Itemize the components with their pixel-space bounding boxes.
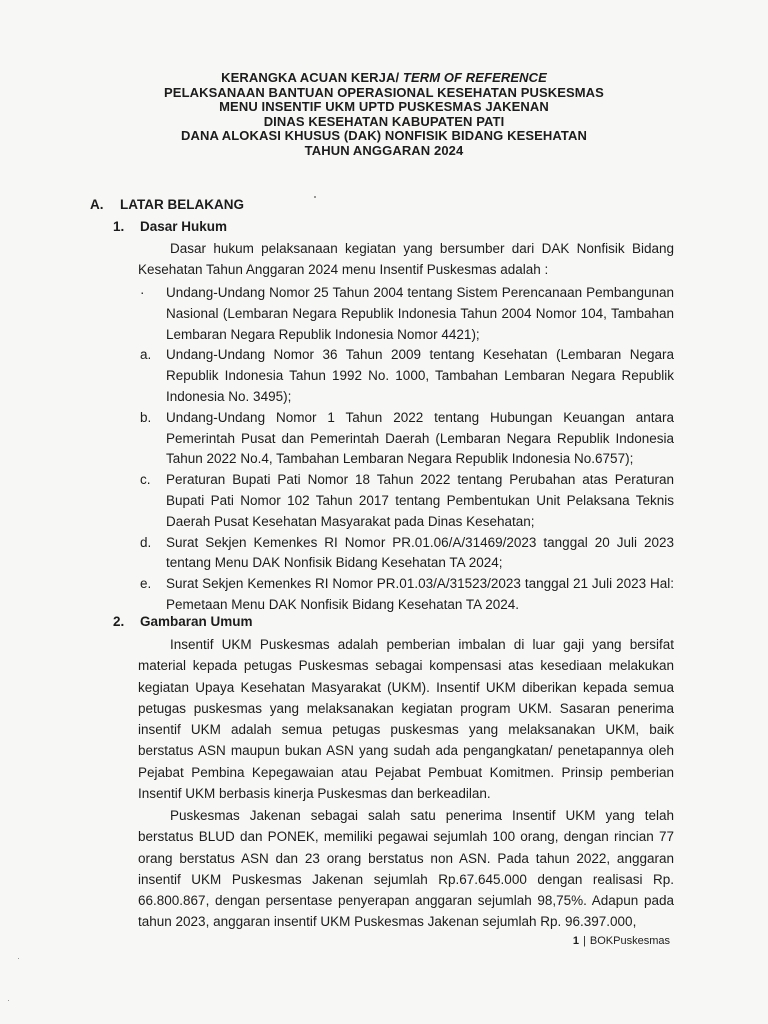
list-item-text: Surat Sekjen Kemenkes RI Nomor PR.01.06/A/31469/2023 tanggal 20 Juli 2023 tentang Menu DAK Nonfisik Bidang Kesehatan TA 2024; xyxy=(166,534,674,571)
list-marker: d. xyxy=(140,534,152,550)
legal-basis-intro: Dasar hukum pelaksanaan kegiatan yang bersumber dari DAK Nonfisik Bidang Kesehatan Tahun Anggaran 2024 menu Insentif Puskesmas adalah : xyxy=(138,241,674,278)
section-a-title: LATAR BELAKANG xyxy=(120,197,244,212)
legal-basis-item xyxy=(138,470,674,532)
overview-paragraph-1: Insentif UKM Puskesmas adalah pemberian imbalan di luar gaji yang bersifat material kepada petugas Puskesmas sebagai kompensasi atas kesediaan melakukan kegiatan Upaya Kesehatan Masyarakat (UKM). Insentif UKM diberikan kepada semua petugas puskesmas yang melaksanakan kegiatan program UKM. Sasaran penerima insentif UKM adalah semua petugas puskesmas yang melaksanakan UKM, baik berstatus ASN maupun bukan ASN yang sudah ada pengangkatan/ penetapannya oleh Pejabat Pembina Kepegawaian atau Pejabat Pembuat Komitmen. Prinsip pemberian Insentif UKM berbasis kinerja Puskesmas dan berkeadilan. xyxy=(138,637,674,802)
scan-speck xyxy=(18,958,19,959)
legal-basis-item xyxy=(138,283,674,345)
document-title xyxy=(0,71,768,159)
footer-separator: | xyxy=(583,935,586,947)
subsection-1-number: 1. xyxy=(113,219,125,234)
title-line-4: DINAS KESEHATAN KABUPATEN PATI xyxy=(263,113,505,129)
subsection-2-title: Gambaran Umum xyxy=(140,614,253,629)
list-marker: c. xyxy=(140,472,151,488)
list-item-text: Undang-Undang Nomor 1 Tahun 2022 tentang Hubungan Keuangan antara Pemerintah Pusat dan Pemerintah Daerah (Lembaran Negara Republik Indonesia Tahun 2022 No.4, Tambahan Lembaran Negara Republik Indonesia No.6757); xyxy=(166,409,674,467)
legal-basis-item xyxy=(138,408,674,470)
subsection-2-number: 2. xyxy=(113,614,125,629)
list-item-text: Undang-Undang Nomor 25 Tahun 2004 tentang Sistem Perencanaan Pembangunan Nasional (Lembaran Negara Republik Indonesia Tahun 2004 Nomor 104, Tambahan Lembaran Negara Republik Indonesia Nomor 4421); xyxy=(166,285,674,342)
title-line-6: TAHUN ANGGARAN 2024 xyxy=(304,142,464,158)
page-number: 1 xyxy=(572,935,580,947)
list-item-text: Peraturan Bupati Pati Nomor 18 Tahun 2022 tentang Perubahan atas Peraturan Bupati Pati Nomor 102 Tahun 2017 tentang Pembentukan Unit Pelaksana Teknis Daerah Pusat Kesehatan Masyarakat pada Dinas Kesehatan; xyxy=(166,472,674,529)
page-footer xyxy=(573,935,670,947)
section-a-number: A. xyxy=(90,197,104,212)
overview-paragraph-2: Puskesmas Jakenan sebagai salah satu penerima Insentif UKM yang telah berstatus BLUD dan PONEK, memiliki pegawai sejumlah 100 orang, dengan rincian 77 orang berstatus ASN dan 23 orang berstatus non ASN. Pada tahun 2022, anggaran insentif UKM Puskesmas Jakenan sejumlah Rp.67.645.000 dengan realisasi Rp. 66.800.867, dengan persentase penyerapan anggaran sejumlah 98,75%. Adapun pada tahun 2023, anggaran insentif UKM Puskesmas Jakenan sejumlah Rp. 96.397.000, xyxy=(138,808,674,930)
scan-speck xyxy=(8,1000,9,1001)
legal-basis-item xyxy=(138,345,674,407)
title-line-1-prefix: KERANGKA ACUAN KERJA/ xyxy=(221,70,403,85)
legal-basis-item xyxy=(138,533,674,575)
title-line-3: MENU INSENTIF UKM UPTD PUSKESMAS JAKENAN xyxy=(219,99,549,115)
scan-speck xyxy=(314,196,316,198)
list-marker: a. xyxy=(140,347,152,363)
title-line-2: PELAKSANAAN BANTUAN OPERASIONAL KESEHATAN PUSKESMAS xyxy=(164,84,604,100)
title-line-1 xyxy=(0,71,768,86)
legal-basis-item xyxy=(138,574,674,616)
footer-label: BOKPuskesmas xyxy=(589,935,670,947)
legal-basis-list xyxy=(138,283,674,616)
list-marker: · xyxy=(140,285,145,300)
title-line-5: DANA ALOKASI KHUSUS (DAK) NONFISIK BIDANG KESEHATAN xyxy=(181,128,587,144)
title-line-1-italic: TERM OF REFERENCE xyxy=(402,70,547,85)
list-item-text: Surat Sekjen Kemenkes RI Nomor PR.01.03/A/31523/2023 tanggal 21 Juli 2023 Hal: Pemetaan Menu DAK Nonfisik Bidang Kesehatan TA 2024. xyxy=(166,576,674,612)
list-marker: b. xyxy=(140,409,152,425)
subsection-1-title: Dasar Hukum xyxy=(140,219,228,234)
list-item-text: Undang-Undang Nomor 36 Tahun 2009 tentang Kesehatan (Lembaran Negara Republik Indonesia Tahun 1992 No. 1000, Tambahan Lembaran Negara Republik Indonesia No. 3495); xyxy=(166,347,674,404)
list-marker: e. xyxy=(140,576,152,592)
